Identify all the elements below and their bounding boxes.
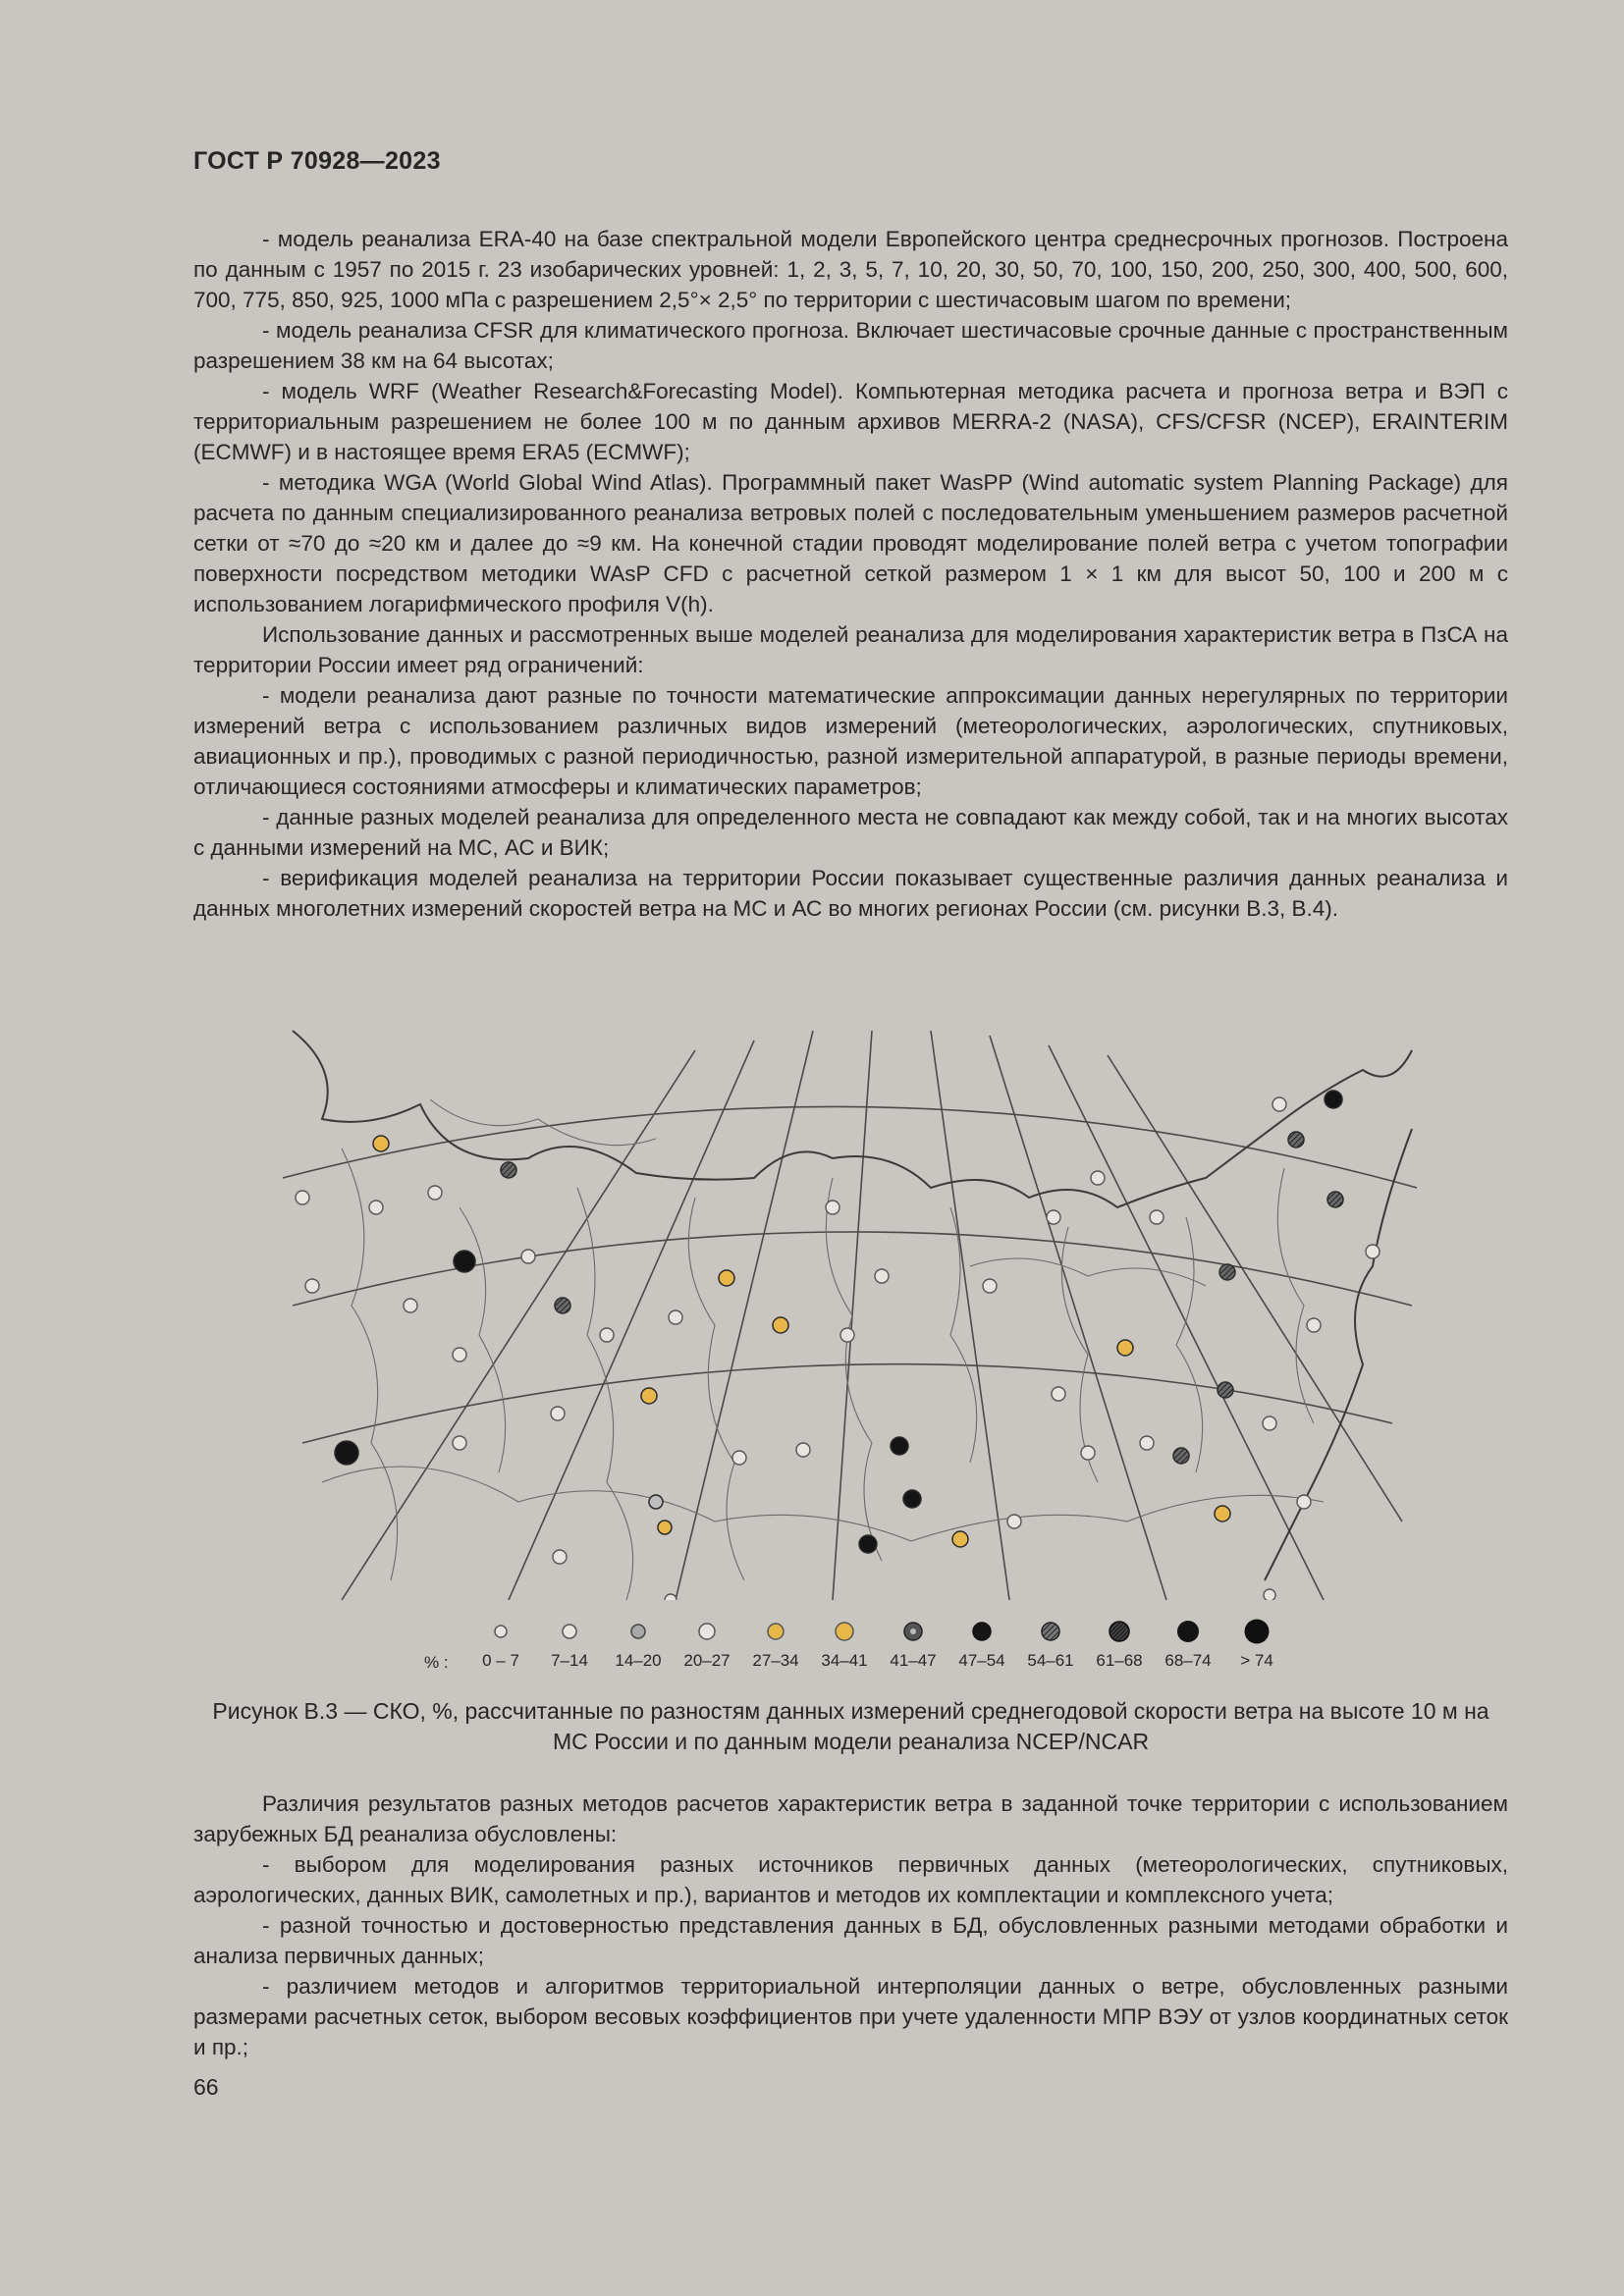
station-marker: [859, 1535, 877, 1553]
legend-item: [1154, 1617, 1222, 1671]
legend-item: [879, 1617, 947, 1671]
legend-label: 54–61: [1027, 1651, 1074, 1670]
station-marker: [903, 1490, 921, 1508]
paragraph: - разной точностью и достоверностью представления данных в БД, обусловленных разными методами обработки и анализа первичных данных;: [193, 1913, 1508, 1968]
legend-item: [466, 1617, 535, 1671]
paragraph: - выбором для моделирования разных источников первичных данных (метеорологических, спутниковых, аэрологических, данных ВИК, самолетных и пр.), вариантов и методов их комплектации и комплексного учета;: [193, 1852, 1508, 1907]
legend-marker: [1175, 1619, 1201, 1644]
legend-label: 68–74: [1164, 1651, 1212, 1670]
station-marker: [1150, 1210, 1164, 1224]
station-marker: [555, 1298, 570, 1313]
station-marker: [1297, 1495, 1311, 1509]
station-marker: [454, 1251, 475, 1272]
station-marker: [649, 1495, 663, 1509]
document-header: ГОСТ Р 70928—2023: [193, 147, 441, 175]
station-marker: [719, 1270, 734, 1286]
station-marker: [1288, 1132, 1304, 1148]
legend-label: 27–34: [752, 1651, 799, 1670]
legend-marker: [557, 1619, 582, 1644]
map-graphic: [283, 1011, 1417, 1600]
station-marker: [453, 1436, 466, 1450]
station-marker: [1117, 1340, 1133, 1356]
station-marker: [641, 1388, 657, 1404]
legend-marker: [1107, 1619, 1132, 1644]
legend-prefix: % :: [424, 1653, 449, 1672]
legend-item: [673, 1617, 741, 1671]
station-marker: [1047, 1210, 1060, 1224]
station-marker: [665, 1594, 677, 1600]
station-marker: [305, 1279, 319, 1293]
legend-marker: [1038, 1619, 1063, 1644]
legend-item: [535, 1617, 604, 1671]
map-legend: [412, 1617, 1296, 1676]
station-marker: [553, 1550, 567, 1564]
station-marker: [826, 1201, 839, 1214]
station-marker: [1007, 1515, 1021, 1528]
paragraph: Различия результатов разных методов расчетов характеристик ветра в заданной точке территории с использованием зарубежных БД реанализа обусловлены:: [193, 1791, 1508, 1846]
station-marker: [521, 1250, 535, 1263]
station-marker: [1307, 1318, 1321, 1332]
legend-item: [1016, 1617, 1085, 1671]
legend-marker: [1244, 1619, 1270, 1644]
station-marker: [658, 1521, 672, 1534]
station-marker: [1327, 1192, 1343, 1207]
figure-caption: Рисунок В.3 — СКО, %, рассчитанные по разностям данных измерений среднегодовой скорости ветра на высоте 10 м на МС России и по данным модели реанализа NCEP/NCAR: [212, 1698, 1489, 1754]
station-marker: [875, 1269, 889, 1283]
station-marker: [501, 1162, 516, 1178]
station-marker: [1140, 1436, 1154, 1450]
station-marker: [1264, 1589, 1275, 1600]
legend-marker: [900, 1619, 926, 1644]
station-marker: [1081, 1446, 1095, 1460]
legend-item: [741, 1617, 810, 1671]
paragraph: - модель WRF (Weather Research&Forecasting Model). Компьютерная методика расчета и прогноза ветра и ВЭП с территориальным разрешением не более 100 м по данным архивов MERRA-2 (NASA), CFS/CFSR (NCEP), ERAINTERIM (ECMWF) и в настоящее время ERA5 (ECMWF);: [193, 379, 1508, 464]
station-marker: [1091, 1171, 1105, 1185]
legend-label: > 74: [1240, 1651, 1273, 1670]
station-marker: [1173, 1448, 1189, 1464]
legend-marker: [625, 1619, 651, 1644]
graticule: [283, 1031, 1417, 1600]
legend-item: [604, 1617, 673, 1671]
station-marker: [1366, 1245, 1380, 1258]
body-text-top: [193, 224, 1508, 924]
station-marker: [773, 1317, 788, 1333]
legend-label: 7–14: [551, 1651, 588, 1670]
station-marker: [732, 1451, 746, 1465]
legend-label: 41–47: [890, 1651, 937, 1670]
legend-label: 61–68: [1096, 1651, 1143, 1670]
station-marker: [1272, 1097, 1286, 1111]
station-marker: [369, 1201, 383, 1214]
station-marker: [1052, 1387, 1065, 1401]
station-marker: [840, 1328, 854, 1342]
paragraph: - данные разных моделей реанализа для определенного места не совпадают как между собой, так и на многих высотах с данными измерений на МС, АС и ВИК;: [193, 805, 1508, 860]
paragraph: - различием методов и алгоритмов территориальной интерполяции данных о ветре, обусловленных разными размерами расчетных сеток, выбором весовых коэффициентов при учете удаленности МПР ВЭУ от узлов координатных сеток и пр.;: [193, 1974, 1508, 2059]
station-marker: [1219, 1264, 1235, 1280]
rivers-and-borders: [322, 1099, 1324, 1600]
paragraph: - методика WGA (World Global Wind Atlas). Программный пакет WasPP (Wind automatic system Planning Package) для расчета по данным специализированного реанализа ветровых полей с последовательным уменьшением размеров расчетной сетки от ≈70 до ≈20 км и далее до ≈9 км. На конечной стадии проводят моделирование полей ветра с учетом топографии поверхности посредством методики WAsP CFD с расчетной сеткой размером 1 × 1 км для высот 50, 100 и 200 м с использованием логарифмического профиля V(h).: [193, 470, 1508, 616]
station-marker: [796, 1443, 810, 1457]
russia-map-figure: [283, 1011, 1417, 1600]
station-marker: [1325, 1091, 1342, 1108]
legend-marker: [969, 1619, 995, 1644]
paragraph: Использование данных и рассмотренных выше моделей реанализа для моделирования характеристик ветра в ПзСА на территории России имеет ряд ограничений:: [193, 622, 1508, 677]
legend-marker: [832, 1619, 857, 1644]
station-markers: [335, 1091, 1343, 1553]
station-marker: [335, 1441, 358, 1465]
station-marker: [296, 1191, 309, 1204]
legend-item: [1222, 1617, 1291, 1671]
legend-item: [810, 1617, 879, 1671]
paragraph: - верификация моделей реанализа на территории России показывает существенные различия данных реанализа и данных многолетних измерений скоростей ветра на МС и АС во многих регионах России (см. рисунки В.3, В.4).: [193, 866, 1508, 921]
legend-marker: [488, 1619, 514, 1644]
body-text-bottom: [193, 1789, 1508, 2062]
station-marker: [551, 1407, 565, 1420]
station-marker: [952, 1531, 968, 1547]
paragraph: - модель реанализа CFSR для климатического прогноза. Включает шестичасовые срочные данные с пространственным разрешением 38 км на 64 высотах;: [193, 318, 1508, 373]
legend-marker: [694, 1619, 720, 1644]
page-number: 66: [193, 2074, 219, 2100]
legend-label: 0 – 7: [482, 1651, 519, 1670]
legend-label: 47–54: [958, 1651, 1005, 1670]
station-marker: [983, 1279, 997, 1293]
station-marker: [373, 1136, 389, 1151]
legend-item: [1085, 1617, 1154, 1671]
station-marker: [404, 1299, 417, 1312]
station-marker: [1218, 1382, 1233, 1398]
legend-label: 20–27: [683, 1651, 731, 1670]
station-marker: [1215, 1506, 1230, 1522]
station-marker: [669, 1310, 682, 1324]
station-marker: [600, 1328, 614, 1342]
station-marker: [1263, 1416, 1276, 1430]
legend-label: 34–41: [821, 1651, 868, 1670]
station-marker: [891, 1437, 908, 1455]
paragraph: - модели реанализа дают разные по точности математические аппроксимации данных нерегулярных по территории измерений ветра с использованием различных видов измерений (метеорологических, аэрологических, спутниковых, авиационных и пр.), проводимых с разной периодичностью, разной измерительной аппаратурой, в разные периоды времени, отличающиеся состояниями атмосферы и климатических параметров;: [193, 683, 1508, 799]
paragraph: - модель реанализа ERA-40 на базе спектральной модели Европейского центра среднесрочных прогнозов. Построена по данным с 1957 по 2015 г. 23 изобарических уровней: 1, 2, 3, 5, 7, 10, 20, 30, 50, 70, 100, 150, 200, 250, 300, 400, 500, 600, 700, 775, 850, 925, 1000 мПа с разрешением 2,5°× 2,5° по территории с шестичасовым шагом по времени;: [193, 227, 1508, 312]
legend-label: 14–20: [615, 1651, 662, 1670]
station-marker: [428, 1186, 442, 1200]
legend-marker: [763, 1619, 788, 1644]
legend-item: [947, 1617, 1016, 1671]
station-marker: [453, 1348, 466, 1362]
